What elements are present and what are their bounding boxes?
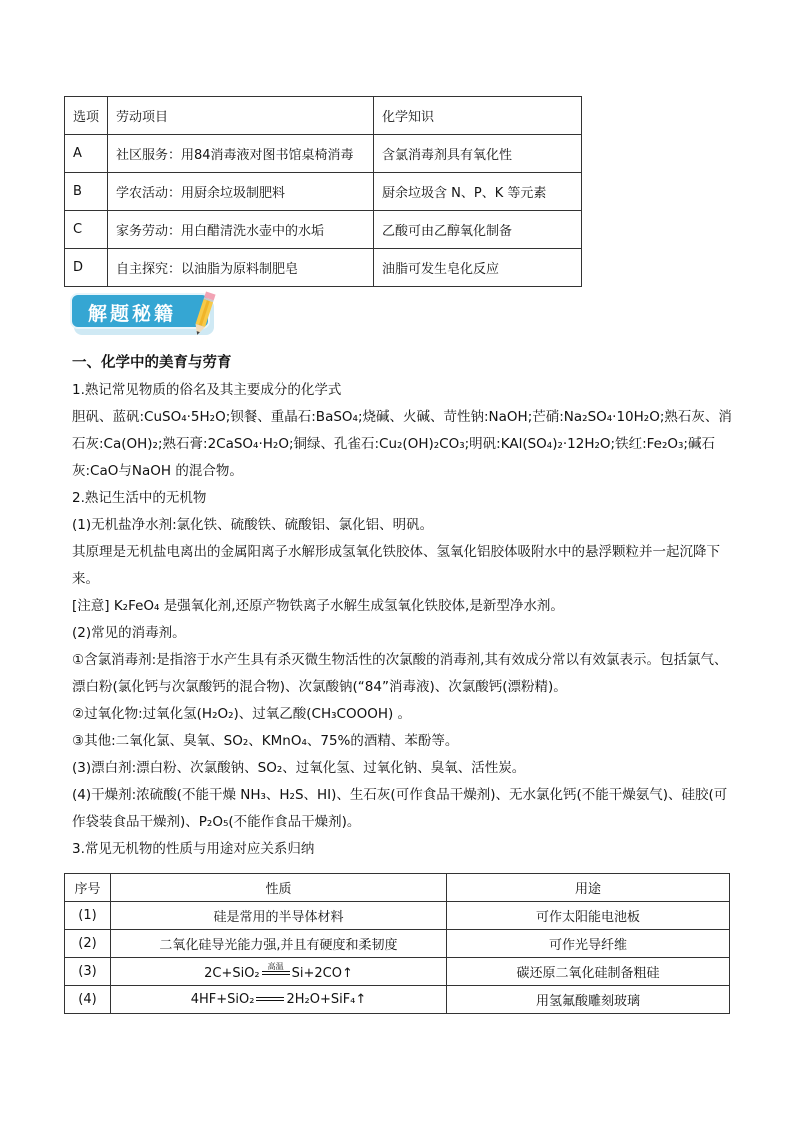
section-title: 一、化学中的美育与劳育 bbox=[72, 355, 232, 371]
reaction-reactants: 2C+SiO₂ bbox=[204, 965, 260, 981]
point1-title: 1.熟记常见物质的俗名及其主要成分的化学式 bbox=[72, 382, 342, 398]
table-header-row bbox=[65, 874, 730, 902]
reaction-arrow bbox=[256, 997, 284, 1007]
table-header-cell: 序号 bbox=[65, 874, 111, 902]
table-cell: (2) bbox=[65, 930, 111, 958]
point2-title: 2.熟记生活中的无机物 bbox=[72, 490, 207, 506]
table-header-cell: 化学知识 bbox=[374, 97, 582, 135]
reaction-products: 2H₂O+SiF₄↑ bbox=[286, 992, 367, 1007]
table-cell: (3) bbox=[65, 958, 111, 986]
table-header-cell: 劳动项目 bbox=[108, 97, 374, 135]
disinfectant-chlorine: ①含氯消毒剂:是指溶于水产生具有杀灭微生物活性的次氯酸的消毒剂,其有效成分常以有效氯表示。包括氯气、漂白粉(氯化钙与次氯酸钙的混合物)、次氯酸钠(“84”消毒液)、次氯酸钙(漂粉精)。 bbox=[72, 652, 728, 695]
banner-label: 解题秘籍 bbox=[88, 303, 177, 325]
table-cell: (4) bbox=[65, 986, 111, 1014]
table-cell: 乙酸可由乙醇氧化制备 bbox=[374, 211, 582, 249]
tips-banner bbox=[70, 290, 220, 340]
table-header-row bbox=[65, 97, 582, 135]
reaction-arrow bbox=[262, 963, 290, 981]
point2-note: [注意] K₂FeO₄ 是强氧化剂,还原产物铁离子水解生成氢氧化铁胶体,是新型净水剂。 bbox=[72, 598, 564, 614]
disinfectant-peroxide: ②过氧化物:过氧化氢(H₂O₂)、过氧乙酸(CH₃COOOH) 。 bbox=[72, 706, 412, 722]
table-row bbox=[65, 930, 730, 958]
equals-bar bbox=[256, 997, 284, 1001]
table-cell: 学农活动：用厨余垃圾制肥料 bbox=[108, 173, 374, 211]
point2-principle: 其原理是无机盐电离出的金属阳离子水解形成氢氧化铁胶体、氢氧化铝胶体吸附水中的悬浮颗粒并一起沉降下来。 bbox=[72, 544, 720, 587]
table-cell: 油脂可发生皂化反应 bbox=[374, 249, 582, 287]
point2-item-3: (3)漂白剂:漂白粉、次氯酸钠、SO₂、过氧化氢、过氧化钠、臭氧、活性炭。 bbox=[72, 760, 526, 776]
table-cell: 含氯消毒剂具有氧化性 bbox=[374, 135, 582, 173]
pencil-icon bbox=[190, 290, 218, 338]
reaction-condition: 高温 bbox=[267, 961, 284, 971]
table-cell: (1) bbox=[65, 902, 111, 930]
equals-bar bbox=[262, 971, 290, 975]
point1-body: 胆矾、蓝矾:CuSO₄·5H₂O;钡餐、重晶石:BaSO₄;烧碱、火碱、苛性钠:NaOH;芒硝:Na₂SO₄·10H₂O;熟石灰、消石灰:Ca(OH)₂;熟石膏:2CaSO₄·H₂O;铜绿、孔雀石:Cu₂(OH)₂CO₃;明矾:KAl(SO₄)₂·12H₂O;铁红:Fe₂O₃;碱石灰:CaO与NaOH 的混合物。 bbox=[72, 409, 732, 479]
reaction-equation bbox=[204, 963, 353, 981]
table-cell: 碳还原二氧化硅制备粗硅 bbox=[447, 958, 730, 986]
table-header-cell: 用途 bbox=[447, 874, 730, 902]
reaction-equation bbox=[191, 992, 367, 1007]
table-cell: D bbox=[65, 249, 108, 287]
table-cell: 家务劳动：用白醋清洗水壶中的水垢 bbox=[108, 211, 374, 249]
table-cell: 自主探究：以油脂为原料制肥皂 bbox=[108, 249, 374, 287]
reaction-products: Si+2CO↑ bbox=[291, 965, 353, 981]
reaction-cell bbox=[111, 958, 447, 986]
table-cell: 硅是常用的半导体材料 bbox=[111, 902, 447, 930]
table-row bbox=[65, 902, 730, 930]
point3-title: 3.常见无机物的性质与用途对应关系归纳 bbox=[72, 841, 315, 857]
table-cell: 可作太阳能电池板 bbox=[447, 902, 730, 930]
point2-item-2: (2)常见的消毒剂。 bbox=[72, 625, 186, 641]
table-row bbox=[65, 986, 730, 1014]
labor-chemistry-table bbox=[64, 96, 582, 287]
table-row bbox=[65, 173, 582, 211]
table-header-cell: 性质 bbox=[111, 874, 447, 902]
table-cell: A bbox=[65, 135, 108, 173]
table-row bbox=[65, 135, 582, 173]
reaction-cell bbox=[111, 986, 447, 1014]
disinfectant-other: ③其他:二氧化氯、臭氧、SO₂、KMnO₄、75%的酒精、苯酚等。 bbox=[72, 733, 459, 749]
table-cell: B bbox=[65, 173, 108, 211]
table-cell: C bbox=[65, 211, 108, 249]
table-row bbox=[65, 249, 582, 287]
table-cell: 二氧化硅导光能力强,并且有硬度和柔韧度 bbox=[111, 930, 447, 958]
properties-uses-table bbox=[64, 873, 730, 1014]
tips-content bbox=[72, 350, 732, 863]
table-row bbox=[65, 211, 582, 249]
point2-item-4: (4)干燥剂:浓硫酸(不能干燥 NH₃、H₂S、HI)、生石灰(可作食品干燥剂)、无水氯化钙(不能干燥氨气)、硅胶(可作袋装食品干燥剂)、P₂O₅(不能作食品干燥剂)。 bbox=[72, 787, 728, 830]
table-cell: 厨余垃圾含 N、P、K 等元素 bbox=[374, 173, 582, 211]
table-cell: 可作光导纤维 bbox=[447, 930, 730, 958]
table-cell: 社区服务：用84消毒液对图书馆桌椅消毒 bbox=[108, 135, 374, 173]
table-header-cell: 选项 bbox=[65, 97, 108, 135]
reaction-reactants: 4HF+SiO₂ bbox=[190, 992, 255, 1007]
table-row bbox=[65, 958, 730, 986]
point2-item-1: (1)无机盐净水剂:氯化铁、硫酸铁、硫酸铝、氯化铝、明矾。 bbox=[72, 517, 434, 533]
table-cell: 用氢氟酸雕刻玻璃 bbox=[447, 986, 730, 1014]
